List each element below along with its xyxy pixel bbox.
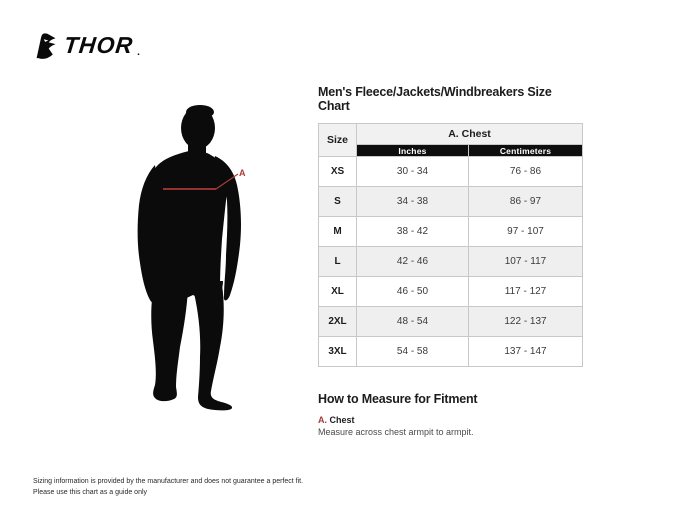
- inches-cell: 42 - 46: [357, 247, 469, 277]
- table-row: [319, 277, 583, 307]
- measure-item-description: Measure across chest armpit to armpit.: [318, 427, 474, 437]
- centimeters-cell: 76 - 86: [469, 157, 583, 187]
- measure-item-chest: [318, 415, 586, 437]
- centimeters-cell: 137 - 147: [469, 337, 583, 367]
- centimeters-cell: 122 - 137: [469, 307, 583, 337]
- centimeters-cell: 107 - 117: [469, 247, 583, 277]
- size-cell: XL: [319, 277, 357, 307]
- disclaimer: [33, 477, 303, 498]
- male-silhouette: [128, 103, 256, 413]
- measure-item-name: Chest: [329, 415, 355, 425]
- measure-item-key: A.: [318, 415, 327, 425]
- table-row: [319, 307, 583, 337]
- table-row: [319, 247, 583, 277]
- size-cell: 3XL: [319, 337, 357, 367]
- size-cell: 2XL: [319, 307, 357, 337]
- thor-logo: [33, 31, 140, 60]
- inches-cell: 38 - 42: [357, 217, 469, 247]
- how-to-measure-heading: How to Measure for Fitment: [318, 392, 478, 406]
- centimeters-column-header: Centimeters: [469, 145, 583, 157]
- inches-cell: 54 - 58: [357, 337, 469, 367]
- centimeters-cell: 97 - 107: [469, 217, 583, 247]
- silhouette-left-leg: [151, 279, 188, 401]
- table-row: [319, 157, 583, 187]
- centimeters-cell: 117 - 127: [469, 277, 583, 307]
- disclaimer-line-1: Sizing information is provided by the manufacturer and does not guarantee a perfect fit.: [33, 478, 304, 485]
- centimeters-cell: 86 - 97: [469, 187, 583, 217]
- inches-cell: 30 - 34: [357, 157, 469, 187]
- size-chart-table: [318, 123, 583, 367]
- inches-cell: 34 - 38: [357, 187, 469, 217]
- silhouette-torso: [146, 151, 228, 289]
- size-column-header: Size: [319, 124, 357, 157]
- inches-cell: 48 - 54: [357, 307, 469, 337]
- table-row: [319, 337, 583, 367]
- thor-logo-trademark-dot: .: [137, 47, 140, 58]
- size-cell: L: [319, 247, 357, 277]
- chest-measurement-label: A: [239, 168, 246, 178]
- size-cell: S: [319, 187, 357, 217]
- table-row: [319, 217, 583, 247]
- size-chart-rows: [319, 157, 583, 367]
- measure-item-label: [318, 415, 586, 425]
- inches-column-header: Inches: [357, 145, 469, 157]
- size-cell: XS: [319, 157, 357, 187]
- chest-group-header: A. Chest: [357, 124, 583, 145]
- silhouette-right-leg: [194, 285, 232, 410]
- size-chart-panel: [318, 85, 586, 437]
- size-cell: M: [319, 217, 357, 247]
- size-chart-title: Men's Fleece/Jackets/Windbreakers Size Chart: [318, 85, 552, 113]
- thor-helmet-icon: [33, 31, 60, 60]
- inches-cell: 46 - 50: [357, 277, 469, 307]
- table-row: [319, 187, 583, 217]
- body-measurement-figure: [128, 103, 256, 413]
- disclaimer-line-2: Please use this chart as a guide only: [33, 488, 148, 496]
- thor-logo-text: THOR: [62, 32, 135, 58]
